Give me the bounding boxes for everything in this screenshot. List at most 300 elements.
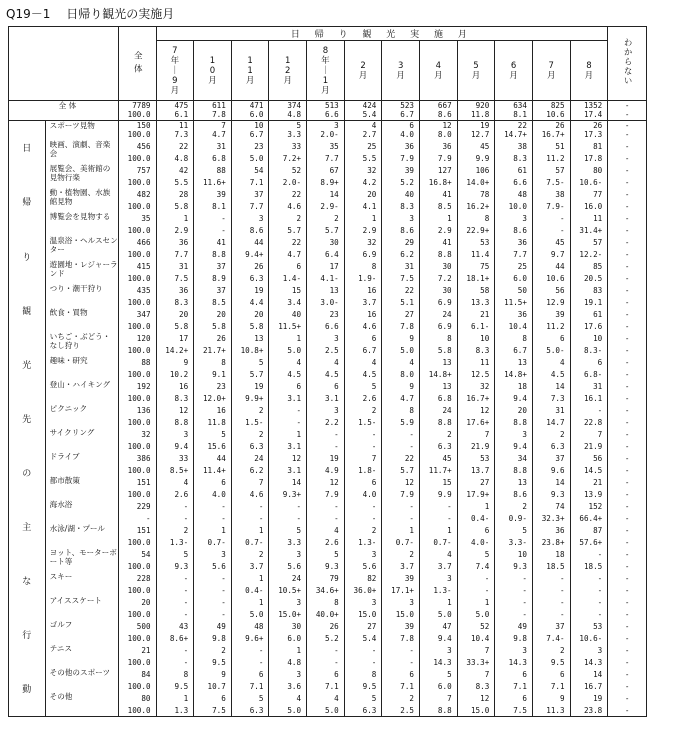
cell-month-6: - bbox=[344, 442, 382, 451]
cell-month-11: 51 bbox=[532, 140, 570, 155]
cell-month-8: 47 bbox=[420, 620, 458, 635]
cell-month-10: 0.9- bbox=[495, 514, 533, 523]
cell-month-7: 6.7 bbox=[382, 110, 420, 120]
cell-month-6: 5 bbox=[344, 380, 382, 395]
cell-month-4: 1.4- bbox=[269, 274, 307, 283]
cell-month-3: 23 bbox=[231, 140, 269, 155]
cell-month-8: 6.0 bbox=[420, 682, 458, 691]
cell-month-4: - bbox=[269, 500, 307, 515]
cell-month-4: 7.2+ bbox=[269, 154, 307, 163]
header-month-char: 月 bbox=[434, 70, 443, 81]
cell-month-8: 1.3- bbox=[420, 586, 458, 595]
cell-month-11: 10.6 bbox=[532, 110, 570, 120]
cell-month-12: 17.3 bbox=[570, 130, 608, 139]
cell-month-5: - bbox=[307, 514, 345, 523]
cell-month-4: 3 bbox=[269, 596, 307, 611]
cell-unknown: - bbox=[608, 101, 647, 111]
cell-month-5: 3.1 bbox=[307, 394, 345, 403]
cell-month-4: 5.0 bbox=[269, 346, 307, 355]
cell-month-9: 45 bbox=[457, 140, 495, 155]
cell-unknown: - bbox=[608, 260, 647, 275]
header-month-char: 月 bbox=[509, 70, 518, 81]
cell-month-6: 25 bbox=[344, 140, 382, 155]
cell-month-4: 1 bbox=[269, 644, 307, 659]
cell-month-9: 21.9 bbox=[457, 442, 495, 451]
cell-month-10: 3.3- bbox=[495, 538, 533, 547]
cell-month-3: 0.7- bbox=[231, 538, 269, 547]
cell-month-7: 5.1 bbox=[382, 298, 420, 307]
cell-month-11: 7.5- bbox=[532, 178, 570, 187]
cell-month-7: 3 bbox=[382, 596, 420, 611]
cell-month-10: 8 bbox=[495, 332, 533, 347]
cell-month-12: 21 bbox=[570, 476, 608, 491]
cell-month-2: 16 bbox=[194, 404, 232, 419]
cell-total: 386 bbox=[118, 452, 156, 467]
cell-month-1: - bbox=[156, 644, 194, 659]
cell-month-3: 10 bbox=[231, 120, 269, 130]
cell-month-7: 7.9 bbox=[382, 154, 420, 163]
cell-month-4: 33 bbox=[269, 140, 307, 155]
cell-month-12: 17.6 bbox=[570, 322, 608, 331]
cell-month-5: 5.7 bbox=[307, 226, 345, 235]
cell-month-5: 8.9+ bbox=[307, 178, 345, 187]
table-row bbox=[9, 500, 647, 515]
cell-month-11: 18 bbox=[532, 548, 570, 563]
cell-total: 100.0 bbox=[118, 250, 156, 259]
cell-month-3: 5.7 bbox=[231, 370, 269, 379]
cell-month-11: 7.9- bbox=[532, 202, 570, 211]
row-label: ドライブ bbox=[45, 452, 118, 476]
cell-month-8: 8.8 bbox=[420, 418, 458, 427]
cell-total: 192 bbox=[118, 380, 156, 395]
cell-month-5: 2.5 bbox=[307, 346, 345, 355]
cell-month-1: 8.6+ bbox=[156, 634, 194, 643]
cell-month-2: 37 bbox=[194, 284, 232, 299]
cell-total: 100.0 bbox=[118, 274, 156, 283]
cell-month-10: 18 bbox=[495, 380, 533, 395]
cell-month-11: - bbox=[532, 596, 570, 611]
cell-month-10: 10 bbox=[495, 548, 533, 563]
header-month-char: 月 bbox=[170, 85, 180, 96]
cell-unknown: - bbox=[608, 284, 647, 299]
cell-unknown: - bbox=[608, 394, 647, 403]
cell-month-9: - bbox=[457, 572, 495, 587]
cell-month-5: 26 bbox=[307, 620, 345, 635]
cell-month-9: 6.1- bbox=[457, 322, 495, 331]
cell-month-11: 36 bbox=[532, 524, 570, 539]
cell-month-12: - bbox=[570, 586, 608, 595]
cell-total: 100.0 bbox=[118, 658, 156, 667]
cell-month-10: 34 bbox=[495, 452, 533, 467]
cell-month-7: 29 bbox=[382, 236, 420, 251]
cell-month-1: 3 bbox=[156, 428, 194, 443]
cell-month-10: 36 bbox=[495, 308, 533, 323]
cell-month-2: 7.8 bbox=[194, 110, 232, 120]
header-month-char: 1 bbox=[209, 55, 216, 66]
cell-month-2: 8.8 bbox=[194, 250, 232, 259]
cell-unknown: - bbox=[608, 692, 647, 707]
row-label: テニス bbox=[45, 644, 118, 668]
cell-month-7: 17.1+ bbox=[382, 586, 420, 595]
cell-month-3: - bbox=[231, 658, 269, 667]
cell-month-10: 14.3 bbox=[495, 658, 533, 667]
cell-month-11: 14.7 bbox=[532, 418, 570, 427]
cell-month-3: 1.5- bbox=[231, 418, 269, 427]
table-row bbox=[9, 692, 647, 707]
cell-month-6: 3.7 bbox=[344, 298, 382, 307]
cell-month-9: 0.4- bbox=[457, 514, 495, 523]
cell-unknown: - bbox=[608, 500, 647, 515]
cell-month-12: 14.3 bbox=[570, 658, 608, 667]
cell-month-6: 2 bbox=[344, 404, 382, 419]
cell-month-6: 27 bbox=[344, 620, 382, 635]
cell-month-9: 18.1+ bbox=[457, 274, 495, 283]
cell-month-4: 12 bbox=[269, 452, 307, 467]
cell-month-5: 4 bbox=[307, 524, 345, 539]
cell-total: 151 bbox=[118, 524, 156, 539]
group-label bbox=[9, 120, 46, 716]
cell-month-2: - bbox=[194, 572, 232, 587]
cell-month-12: 66.4+ bbox=[570, 514, 608, 523]
cell-month-8: 1 bbox=[420, 212, 458, 227]
cell-total: 757 bbox=[118, 164, 156, 179]
cell-month-11: 9.7 bbox=[532, 250, 570, 259]
cell-month-7: - bbox=[382, 514, 420, 523]
cell-month-4: 15 bbox=[269, 284, 307, 299]
header-unknown-label: わからない bbox=[622, 38, 633, 86]
cell-month-6: 5 bbox=[344, 692, 382, 707]
cell-month-10: 8.8 bbox=[495, 418, 533, 427]
cell-month-10: 22 bbox=[495, 120, 533, 130]
cell-month-8: 6.8 bbox=[420, 394, 458, 403]
cell-unknown: - bbox=[608, 682, 647, 691]
cell-month-3: - bbox=[231, 644, 269, 659]
cell-month-9: 6 bbox=[457, 524, 495, 539]
cell-unknown: - bbox=[608, 490, 647, 499]
cell-month-9: 1 bbox=[457, 596, 495, 611]
cell-month-9: 10.4 bbox=[457, 634, 495, 643]
cell-month-9: 33.3+ bbox=[457, 658, 495, 667]
cell-month-6: 8 bbox=[344, 260, 382, 275]
cell-month-4: 3 bbox=[269, 668, 307, 683]
cell-month-3: 9.6+ bbox=[231, 634, 269, 643]
header-total bbox=[118, 27, 156, 101]
row-label: 水泳/湖・プール bbox=[45, 524, 118, 548]
cell-month-11: 23.8+ bbox=[532, 538, 570, 547]
table-row bbox=[9, 428, 647, 443]
cell-month-3: 2 bbox=[231, 428, 269, 443]
cell-month-12: - bbox=[570, 596, 608, 611]
cell-month-9: 53 bbox=[457, 452, 495, 467]
cell-month-9: 8.3 bbox=[457, 346, 495, 355]
cell-month-9: 13.7 bbox=[457, 466, 495, 475]
header-month-char: 5 bbox=[473, 60, 479, 71]
header-month-char: 1 bbox=[322, 75, 329, 86]
cell-month-12: 10.6- bbox=[570, 634, 608, 643]
cell-month-12: 11 bbox=[570, 212, 608, 227]
cell-month-1: 1.3 bbox=[156, 706, 194, 716]
cell-month-7: 0.7- bbox=[382, 538, 420, 547]
page-title bbox=[6, 5, 174, 22]
cell-month-3: - bbox=[231, 500, 269, 515]
cell-month-3: 19 bbox=[231, 284, 269, 299]
header-month-10 bbox=[495, 41, 533, 101]
cell-month-12: 57 bbox=[570, 236, 608, 251]
cell-month-6: 4.0 bbox=[344, 490, 382, 499]
cell-unknown: - bbox=[608, 226, 647, 235]
cell-month-4: 4 bbox=[269, 692, 307, 707]
cell-unknown: - bbox=[608, 548, 647, 563]
cell-month-1: 10.2 bbox=[156, 370, 194, 379]
table-row bbox=[9, 284, 647, 299]
cell-month-7: 8.6 bbox=[382, 226, 420, 235]
cell-month-3: 6.2 bbox=[231, 466, 269, 475]
cell-month-2: 9.8 bbox=[194, 634, 232, 643]
cell-month-6: 6.9 bbox=[344, 250, 382, 259]
cell-total: 32 bbox=[118, 428, 156, 443]
cell-month-8: 6.9 bbox=[420, 298, 458, 307]
cell-month-9: 7 bbox=[457, 428, 495, 443]
cell-month-8: 15 bbox=[420, 476, 458, 491]
cell-month-3: 6.0 bbox=[231, 110, 269, 120]
cell-month-4: 4.8 bbox=[269, 658, 307, 667]
cell-month-11: 825 bbox=[532, 101, 570, 111]
cell-month-5: - bbox=[307, 644, 345, 659]
cell-month-9: 5 bbox=[457, 548, 495, 563]
cell-month-11: 11.3 bbox=[532, 706, 570, 716]
cell-month-10: 11.5+ bbox=[495, 298, 533, 307]
cell-month-9: 22.9+ bbox=[457, 226, 495, 235]
header-month-char: 7 bbox=[172, 45, 178, 56]
header-month-char: 0 bbox=[209, 65, 216, 76]
cell-month-1: - bbox=[156, 610, 194, 619]
cell-month-8: 45 bbox=[420, 452, 458, 467]
title-text: 日帰り観光の実施月 bbox=[66, 7, 175, 21]
cell-unknown: - bbox=[608, 586, 647, 595]
cell-total: 100.0 bbox=[118, 370, 156, 379]
cell-month-2: 15.6 bbox=[194, 442, 232, 451]
cell-month-4: 6.0 bbox=[269, 634, 307, 643]
header-month-char: 月 bbox=[471, 70, 481, 81]
cell-month-3: 7.1 bbox=[231, 178, 269, 187]
cell-month-3: 19 bbox=[231, 380, 269, 395]
cell-month-4: 5.6 bbox=[269, 562, 307, 571]
cell-total: 54 bbox=[118, 548, 156, 563]
cell-month-9: 17.9+ bbox=[457, 490, 495, 499]
cell-month-12: - bbox=[570, 548, 608, 563]
cell-unknown: - bbox=[608, 202, 647, 211]
cell-month-2: 4.0 bbox=[194, 490, 232, 499]
cell-month-1: 20 bbox=[156, 308, 194, 323]
cell-month-9: 4.0- bbox=[457, 538, 495, 547]
cell-month-12: 56 bbox=[570, 452, 608, 467]
cell-total: 120 bbox=[118, 332, 156, 347]
cell-month-7: 7.1 bbox=[382, 682, 420, 691]
cell-month-12: 18.5 bbox=[570, 562, 608, 571]
cell-month-10: - bbox=[495, 572, 533, 587]
cell-month-7: 31 bbox=[382, 260, 420, 275]
cell-month-10: 8.3 bbox=[495, 154, 533, 163]
cell-month-7: 5.2 bbox=[382, 178, 420, 187]
cell-unknown: - bbox=[608, 562, 647, 571]
cell-month-1: 36 bbox=[156, 236, 194, 251]
cell-month-10: 38 bbox=[495, 140, 533, 155]
cell-unknown: - bbox=[608, 236, 647, 251]
header-month-char: 7 bbox=[548, 60, 554, 71]
cell-month-3: 3.7 bbox=[231, 562, 269, 571]
cell-month-6: 5.4 bbox=[344, 634, 382, 643]
cell-total: 21 bbox=[118, 644, 156, 659]
cell-total: 100.0 bbox=[118, 202, 156, 211]
cell-month-1: 7.3 bbox=[156, 130, 194, 139]
cell-total: 84 bbox=[118, 668, 156, 683]
cell-unknown: - bbox=[608, 370, 647, 379]
cell-month-5: 5.2 bbox=[307, 634, 345, 643]
cell-month-12: - bbox=[570, 572, 608, 587]
cell-month-10: 6.7 bbox=[495, 346, 533, 355]
cell-total: 100.0 bbox=[118, 226, 156, 235]
cell-month-10: 10.0 bbox=[495, 202, 533, 211]
cell-month-8: - bbox=[420, 500, 458, 515]
cell-unknown: - bbox=[608, 140, 647, 155]
cell-month-8: 0.7- bbox=[420, 538, 458, 547]
cell-month-10: 36 bbox=[495, 236, 533, 251]
cell-unknown: - bbox=[608, 212, 647, 227]
cell-month-6: 1 bbox=[344, 212, 382, 227]
cell-month-5: 3 bbox=[307, 404, 345, 419]
cell-unknown: - bbox=[608, 620, 647, 635]
header-month-11 bbox=[532, 41, 570, 101]
cell-month-6: 1.9- bbox=[344, 274, 382, 283]
cell-month-6: 6 bbox=[344, 332, 382, 347]
cell-month-9: 11.4 bbox=[457, 250, 495, 259]
cell-month-4: - bbox=[269, 418, 307, 427]
cell-month-3: 5.0 bbox=[231, 610, 269, 619]
group-label-char: 日 bbox=[22, 144, 32, 155]
cell-month-1: 1 bbox=[156, 692, 194, 707]
cell-month-4: 22 bbox=[269, 188, 307, 203]
cell-month-3: 1 bbox=[231, 572, 269, 587]
cell-month-11: 11.2 bbox=[532, 154, 570, 163]
cell-month-5: 513 bbox=[307, 101, 345, 111]
cell-month-11: 37 bbox=[532, 452, 570, 467]
header-month-char: 1 bbox=[247, 55, 253, 66]
cell-month-5: 4 bbox=[307, 356, 345, 371]
header-month-char: 年 bbox=[170, 55, 180, 66]
cell-month-2: 3 bbox=[194, 548, 232, 563]
cell-month-5: 2.2 bbox=[307, 418, 345, 427]
cell-month-9: 75 bbox=[457, 260, 495, 275]
cell-month-9: 12.7 bbox=[457, 130, 495, 139]
row-label: 都市散策 bbox=[45, 476, 118, 500]
cell-unknown: - bbox=[608, 418, 647, 427]
cell-month-2: 4.7 bbox=[194, 130, 232, 139]
cell-total: 100.0 bbox=[118, 322, 156, 331]
cell-month-12: 57.6+ bbox=[570, 538, 608, 547]
cell-month-3: 8.6 bbox=[231, 226, 269, 235]
cell-month-9: 21 bbox=[457, 308, 495, 323]
cell-month-2: 9.1 bbox=[194, 370, 232, 379]
cell-unknown: - bbox=[608, 634, 647, 643]
cell-month-10: 6 bbox=[495, 668, 533, 683]
cell-month-2: 5 bbox=[194, 428, 232, 443]
table-row bbox=[9, 548, 647, 563]
cell-total: 100.0 bbox=[118, 610, 156, 619]
cell-unknown: - bbox=[608, 110, 647, 120]
cell-month-8: 5.0 bbox=[420, 610, 458, 619]
cell-unknown: - bbox=[608, 250, 647, 259]
header-month-char: 9 bbox=[172, 75, 178, 86]
cell-total: 35 bbox=[118, 212, 156, 227]
cell-month-11: 18.5 bbox=[532, 562, 570, 571]
cell-month-11: 14 bbox=[532, 380, 570, 395]
cell-month-2: 7.5 bbox=[194, 706, 232, 716]
cell-month-3: 6.3 bbox=[231, 274, 269, 283]
cell-total: 100.0 bbox=[118, 706, 156, 716]
cell-month-2: - bbox=[194, 500, 232, 515]
cell-month-6: 16 bbox=[344, 284, 382, 299]
cell-month-12: 14.5 bbox=[570, 466, 608, 475]
cell-month-8: 2 bbox=[420, 428, 458, 443]
cell-month-8: 7 bbox=[420, 692, 458, 707]
cell-total: 100.0 bbox=[118, 442, 156, 451]
cell-month-10: 13 bbox=[495, 476, 533, 491]
cell-month-6: 15.0 bbox=[344, 610, 382, 619]
cell-month-7: 1 bbox=[382, 524, 420, 539]
row-label: アイススケート bbox=[45, 596, 118, 620]
cell-month-2: - bbox=[194, 610, 232, 619]
cell-month-5: 34.6+ bbox=[307, 586, 345, 595]
cell-month-1: 7.7 bbox=[156, 250, 194, 259]
cell-month-3: 48 bbox=[231, 620, 269, 635]
cell-month-4: 9.3+ bbox=[269, 490, 307, 499]
header-month-char: 2 bbox=[360, 60, 366, 71]
cell-month-12: 87 bbox=[570, 524, 608, 539]
cell-month-11: 37 bbox=[532, 620, 570, 635]
cell-month-11: 6 bbox=[532, 332, 570, 347]
cell-month-10: 8.8 bbox=[495, 466, 533, 475]
cell-month-10: 9.4 bbox=[495, 442, 533, 451]
cell-month-6: 6.3 bbox=[344, 706, 382, 716]
cell-month-6: - bbox=[344, 658, 382, 667]
group-label-char: 光 bbox=[22, 360, 32, 371]
cell-month-7: 4.7 bbox=[382, 394, 420, 403]
cell-month-12: 6 bbox=[570, 356, 608, 371]
cell-month-10: 48 bbox=[495, 188, 533, 203]
table-row bbox=[9, 668, 647, 683]
cell-month-2: 44 bbox=[194, 452, 232, 467]
cell-unknown: - bbox=[608, 298, 647, 307]
cell-month-3: 471 bbox=[231, 101, 269, 111]
cell-month-5: 6.4 bbox=[307, 250, 345, 259]
cell-month-2: 0.7- bbox=[194, 538, 232, 547]
cell-month-3: 0.4- bbox=[231, 586, 269, 595]
row-label: 遊園地・レジャーランド bbox=[45, 260, 118, 284]
cell-month-7: 15.0 bbox=[382, 610, 420, 619]
header-month-char: 3 bbox=[397, 60, 404, 71]
cell-month-2: - bbox=[194, 586, 232, 595]
cell-month-3: 1 bbox=[231, 596, 269, 611]
cell-unknown: - bbox=[608, 668, 647, 683]
row-label: その他 bbox=[45, 692, 118, 717]
cell-month-6: - bbox=[344, 500, 382, 515]
header-month-char: 月 bbox=[208, 75, 217, 86]
row-label: いちご・ぶどう・なし狩り bbox=[45, 332, 118, 356]
cell-month-8: - bbox=[420, 514, 458, 523]
header-month-5 bbox=[307, 41, 345, 101]
cell-month-7: 2.5 bbox=[382, 706, 420, 716]
cell-total: - bbox=[118, 514, 156, 523]
